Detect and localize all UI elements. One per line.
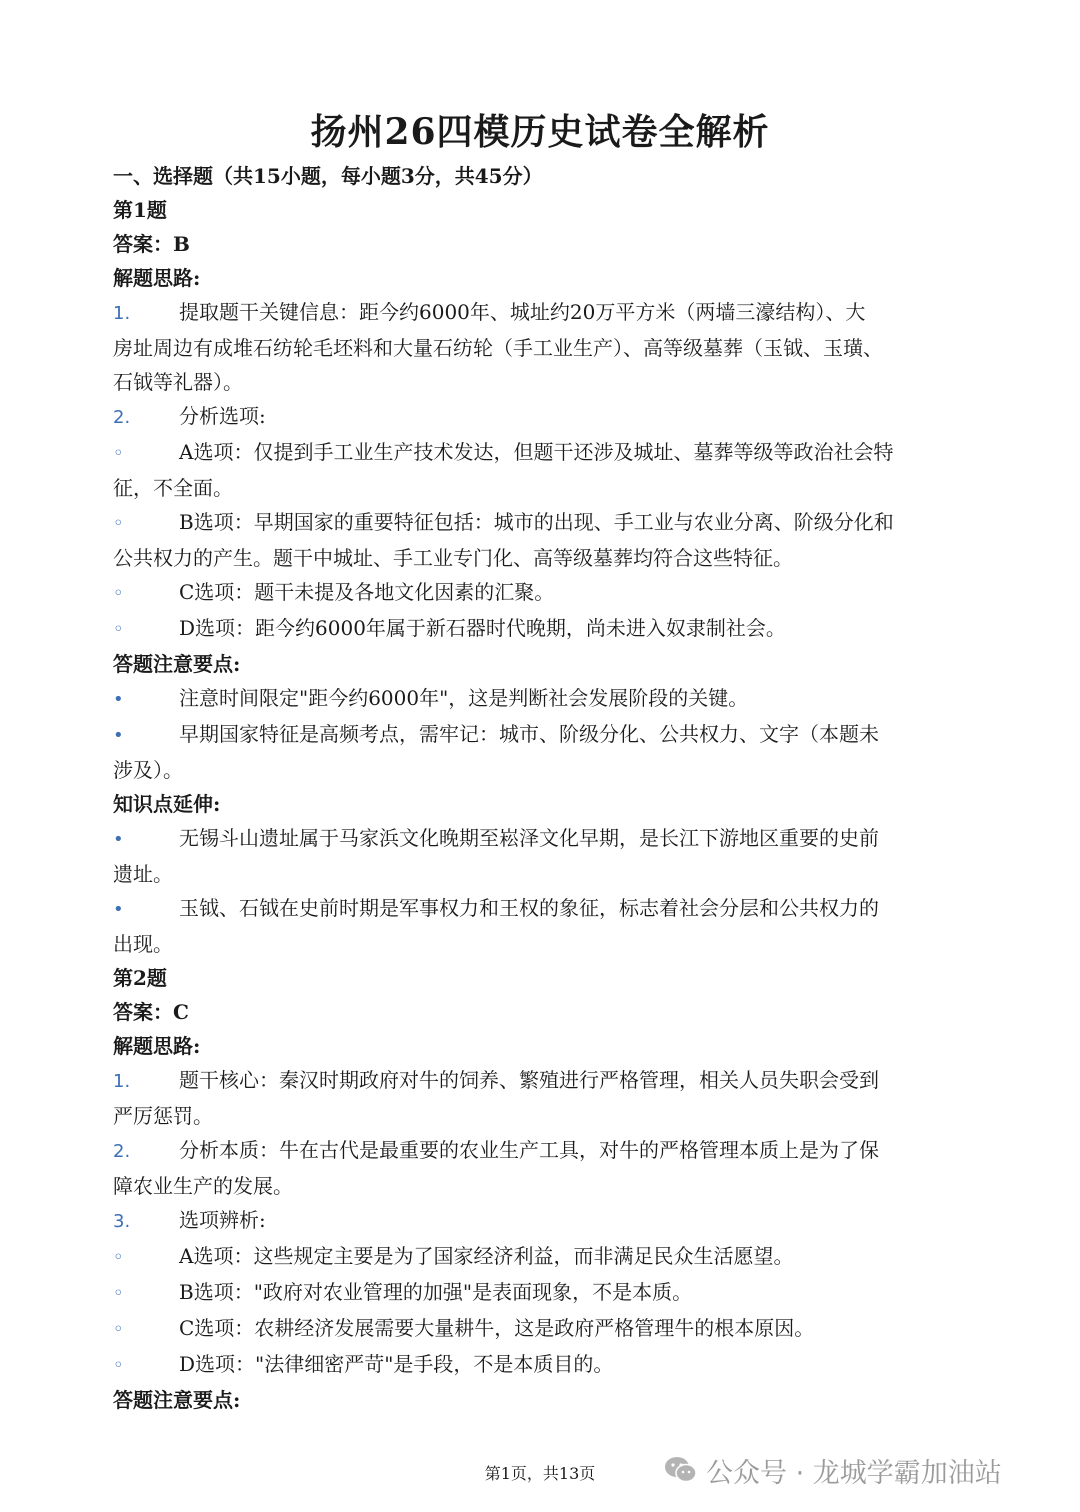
q1-thinking-label: 解题思路: bbox=[113, 266, 201, 290]
q2-step-2 bbox=[113, 1133, 963, 1169]
q1-note-2-cont: 涉及）。 bbox=[113, 758, 183, 782]
q1-notes-label: 答题注意要点: bbox=[113, 652, 241, 676]
q1-option-d-text: D选项：距今约6000年属于新石器时代晚期，尚未进入奴隶制社会。 bbox=[179, 616, 786, 640]
wechat-icon bbox=[664, 1455, 698, 1485]
q2-option-a-text: A选项：这些规定主要是为了国家经济利益，而非满足民众生活愿望。 bbox=[179, 1244, 794, 1268]
number-marker: 3. bbox=[113, 1211, 131, 1232]
document-title: 扬州26四模历史试卷全解析 bbox=[310, 111, 770, 153]
q1-note-2-text: 早期国家特征是高频考点，需牢记：城市、阶级分化、公共权力、文字（本题未 bbox=[179, 722, 879, 746]
watermark bbox=[664, 1448, 1002, 1492]
q1-step-1-text: 提取题干关键信息：距今约6000年、城址约20万平方米（两墙三濠结构）、大 bbox=[179, 300, 866, 324]
q1-note-1-text: 注意时间限定"距今约6000年"，这是判断社会发展阶段的关键。 bbox=[179, 686, 749, 710]
q1-answer: 答案：B bbox=[113, 232, 190, 256]
q1-step-2 bbox=[113, 399, 963, 435]
number-marker: 2. bbox=[113, 1141, 131, 1162]
q1-step-1-cont-1: 房址周边有成堆石纺轮毛坯料和大量石纺轮（手工业生产）、高等级墓葬（玉钺、玉璜、 bbox=[113, 336, 883, 360]
circle-bullet-icon: ◦ bbox=[113, 1319, 124, 1340]
q1-extension-2-text: 玉钺、石钺在史前时期是军事权力和王权的象征，标志着社会分层和公共权力的 bbox=[179, 896, 879, 920]
q1-option-b-text: B选项：早期国家的重要特征包括：城市的出现、手工业与农业分离、阶级分化和 bbox=[179, 510, 894, 534]
q1-step-1-cont-2: 石钺等礼器）。 bbox=[113, 370, 243, 394]
q2-step-1-text: 题干核心：秦汉时期政府对牛的饲养、繁殖进行严格管理，相关人员失职会受到 bbox=[179, 1068, 879, 1092]
q1-extension-label: 知识点延伸: bbox=[113, 792, 221, 816]
circle-bullet-icon: ◦ bbox=[113, 619, 124, 640]
circle-bullet-icon: ◦ bbox=[113, 1247, 124, 1268]
q2-option-b bbox=[113, 1275, 963, 1311]
q1-note-1 bbox=[113, 681, 963, 717]
q1-title: 第1题 bbox=[113, 198, 167, 222]
page-footer: 第1页，共13页 bbox=[484, 1464, 596, 1483]
section-heading: 一、选择题（共15小题，每小题3分，共45分） bbox=[113, 164, 543, 188]
q1-step-2-text: 分析选项: bbox=[179, 404, 266, 428]
number-marker: 1. bbox=[113, 303, 131, 324]
q2-thinking-label: 解题思路: bbox=[113, 1034, 201, 1058]
q1-note-2 bbox=[113, 717, 963, 753]
q2-option-c bbox=[113, 1311, 963, 1347]
q1-extension-2-cont: 出现。 bbox=[113, 932, 173, 956]
q1-option-b bbox=[113, 505, 963, 541]
bullet-icon: • bbox=[113, 829, 124, 850]
q1-extension-2 bbox=[113, 891, 963, 927]
q1-extension-1-cont: 遗址。 bbox=[113, 862, 173, 886]
circle-bullet-icon: ◦ bbox=[113, 513, 124, 534]
q1-option-c bbox=[113, 575, 963, 611]
q2-option-d bbox=[113, 1347, 963, 1383]
circle-bullet-icon: ◦ bbox=[113, 1283, 124, 1304]
q2-notes-label: 答题注意要点: bbox=[113, 1388, 241, 1412]
q2-step-1 bbox=[113, 1063, 963, 1099]
q2-option-b-text: B选项："政府对农业管理的加强"是表面现象，不是本质。 bbox=[179, 1280, 693, 1304]
number-marker: 1. bbox=[113, 1071, 131, 1092]
circle-bullet-icon: ◦ bbox=[113, 583, 124, 604]
bullet-icon: • bbox=[113, 899, 124, 920]
q1-option-c-text: C选项：题干未提及各地文化因素的汇聚。 bbox=[179, 580, 555, 604]
q1-step-1 bbox=[113, 295, 963, 331]
q1-option-a-cont: 征，不全面。 bbox=[113, 476, 233, 500]
q2-step-2-text: 分析本质：牛在古代是最重要的农业生产工具，对牛的严格管理本质上是为了保 bbox=[179, 1138, 879, 1162]
q1-option-a bbox=[113, 435, 963, 471]
number-marker: 2. bbox=[113, 407, 131, 428]
watermark-text: 公众号 · 龙城学霸加油站 bbox=[706, 1457, 1002, 1489]
q2-option-a bbox=[113, 1239, 963, 1275]
bullet-icon: • bbox=[113, 725, 124, 746]
q1-extension-1-text: 无锡斗山遗址属于马家浜文化晚期至崧泽文化早期，是长江下游地区重要的史前 bbox=[179, 826, 879, 850]
q2-answer: 答案：C bbox=[113, 1000, 189, 1024]
circle-bullet-icon: ◦ bbox=[113, 443, 124, 464]
q2-title: 第2题 bbox=[113, 966, 167, 990]
q2-step-3 bbox=[113, 1203, 963, 1239]
circle-bullet-icon: ◦ bbox=[113, 1355, 124, 1376]
q2-step-1-cont: 严厉惩罚。 bbox=[113, 1104, 213, 1128]
q1-option-d bbox=[113, 611, 963, 647]
q2-step-3-text: 选项辨析: bbox=[179, 1208, 266, 1232]
q1-extension-1 bbox=[113, 821, 963, 857]
q2-step-2-cont: 障农业生产的发展。 bbox=[113, 1174, 293, 1198]
bullet-icon: • bbox=[113, 689, 124, 710]
q1-option-b-cont: 公共权力的产生。题干中城址、手工业专门化、高等级墓葬均符合这些特征。 bbox=[113, 546, 793, 570]
document-body bbox=[113, 159, 963, 1417]
q2-option-d-text: D选项："法律细密严苛"是手段，不是本质目的。 bbox=[179, 1352, 614, 1376]
q1-option-a-text: A选项：仅提到手工业生产技术发达，但题干还涉及城址、墓葬等级等政治社会特 bbox=[179, 440, 894, 464]
q2-option-c-text: C选项：农耕经济发展需要大量耕牛，这是政府严格管理牛的根本原因。 bbox=[179, 1316, 815, 1340]
